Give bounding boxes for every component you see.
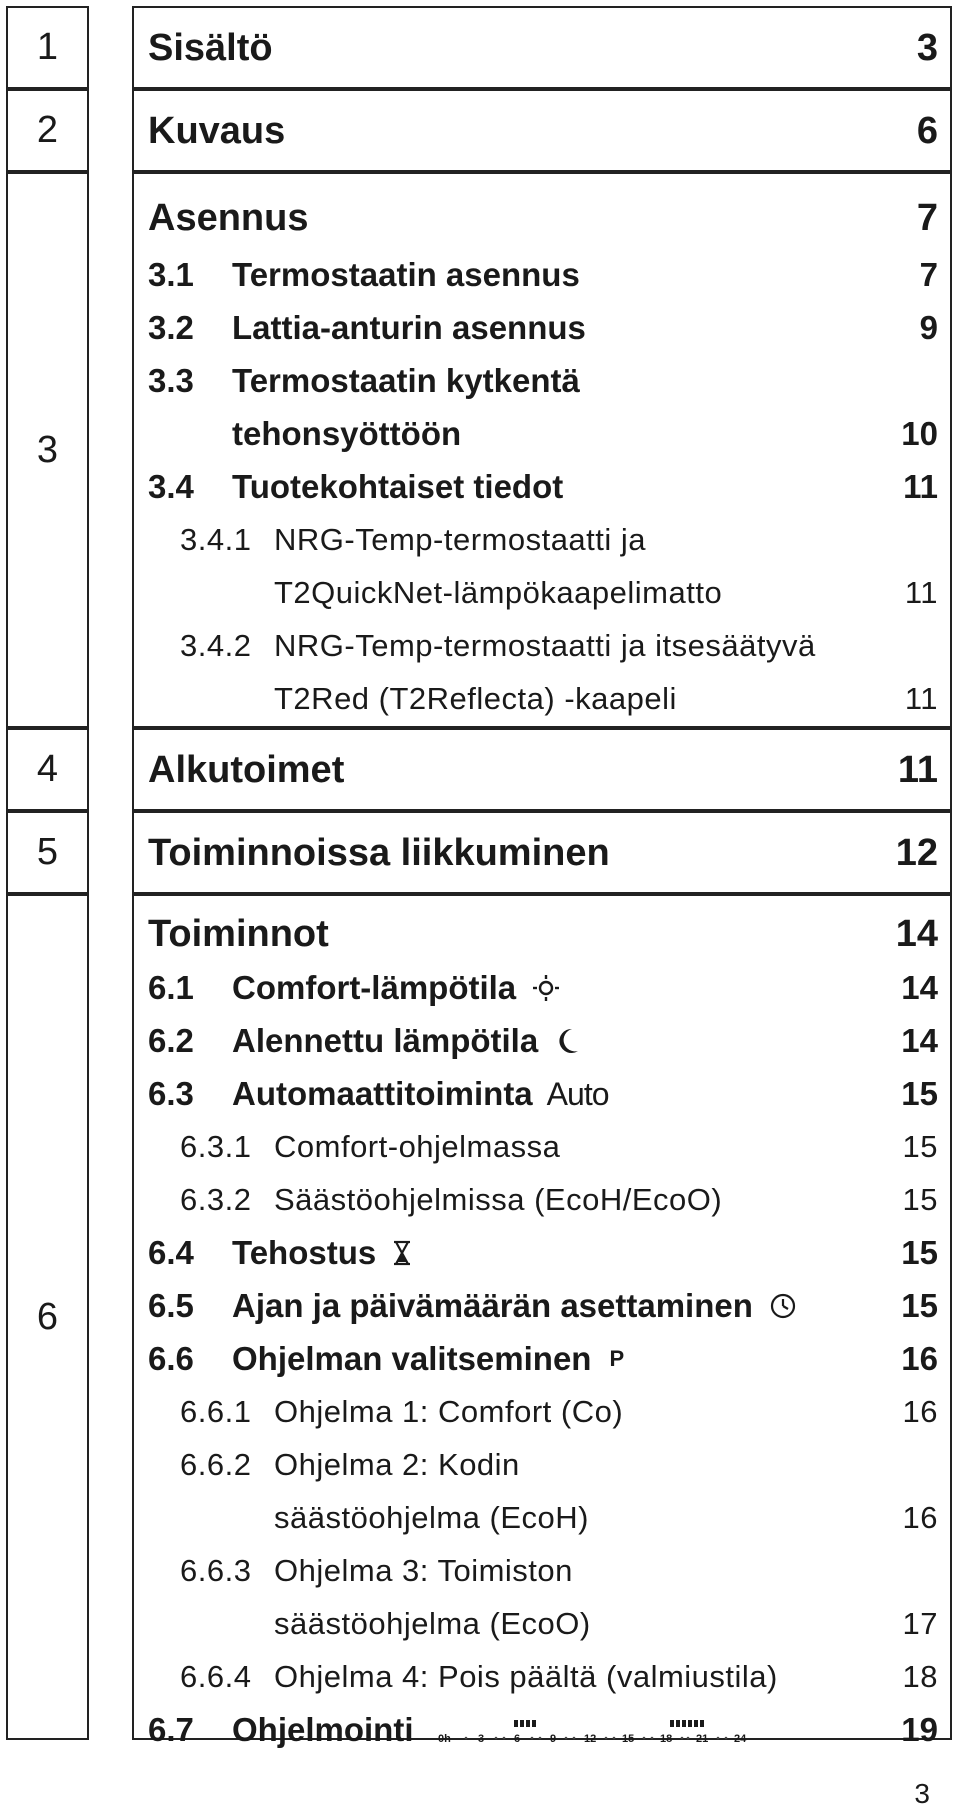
clock-icon (769, 1292, 797, 1320)
timeline-comfort-block-morning (514, 1720, 536, 1727)
toc-entry-6[interactable] (148, 904, 938, 964)
timeline-label: 18 (659, 1733, 672, 1745)
toc-entry-6-6-2-cont[interactable] (274, 1493, 938, 1543)
toc-page: 9 (919, 309, 938, 346)
toc-page: 7 (919, 256, 938, 293)
toc-title-cont: säästöohjelma (EcoH) (274, 1500, 589, 1535)
toc-page: 19 (901, 1711, 938, 1748)
toc-entry-6-3-1[interactable] (180, 1122, 938, 1172)
toc-page: 11 (904, 681, 938, 716)
sun-icon (532, 974, 560, 1002)
toc-page: 17 (902, 1606, 938, 1641)
toc-title: Toiminnot (148, 912, 329, 955)
toc-page: 16 (901, 1340, 938, 1377)
toc-title: Kuvaus (148, 109, 286, 152)
section-number-3: 3 (6, 172, 89, 728)
toc-page: 7 (916, 196, 938, 239)
toc-entry-6-6-1[interactable] (180, 1387, 938, 1437)
toc-num: 6.6.3 (180, 1553, 252, 1588)
toc-num: 6.7 (148, 1711, 194, 1748)
toc-title: Alennettu lämpötila (232, 1022, 539, 1059)
toc-page: 6 (916, 109, 938, 152)
section-number-6: 6 (6, 894, 89, 1740)
toc-num: 3.2 (148, 309, 194, 346)
toc-title: NRG-Temp-termostaatti ja itsesäätyvä (274, 628, 816, 663)
toc-num: 3.3 (148, 362, 194, 399)
moon-icon (554, 1027, 580, 1055)
toc-title: Asennus (148, 196, 309, 239)
toc-entry-3-4-2[interactable] (180, 621, 938, 671)
toc-page: 15 (901, 1234, 938, 1271)
toc-num: 6.1 (148, 969, 194, 1006)
toc-title: Ohjelma 4: Pois päältä (valmiustila) (274, 1659, 778, 1694)
toc-entry-6-6-2[interactable] (180, 1440, 938, 1490)
toc-page: 15 (901, 1075, 938, 1112)
toc-page: 14 (901, 1022, 938, 1059)
toc-num: 3.1 (148, 256, 194, 293)
toc-page: 16 (902, 1500, 938, 1535)
toc-title: Ajan ja päivämäärän asettaminen (232, 1287, 753, 1324)
toc-entry-6-6-3-cont[interactable] (274, 1599, 938, 1649)
page-number: 3 (914, 1778, 930, 1809)
toc-title: Tuotekohtaiset tiedot (232, 468, 564, 505)
toc-entry-1[interactable] (148, 18, 938, 78)
toc-page: 12 (895, 831, 938, 874)
toc-entry-6-1[interactable] (148, 963, 938, 1013)
toc-entry-4[interactable] (148, 740, 938, 800)
toc-num: 6.3.2 (180, 1182, 252, 1217)
toc-title-cont: säästöohjelma (EcoO) (274, 1606, 591, 1641)
toc-title: Lattia-anturin asennus (232, 309, 586, 346)
timeline-label: 15 (621, 1733, 634, 1745)
toc-num: 6.3 (148, 1075, 194, 1112)
toc-title: Ohjelman valitseminen (232, 1340, 592, 1377)
timeline-label: 24 (733, 1733, 746, 1745)
section-number-1: 1 (6, 6, 89, 89)
toc-title-cont: T2QuickNet-lämpökaapelimatto (274, 575, 723, 610)
toc-title: Säästöohjelmissa (EcoH/EcoO) (274, 1182, 723, 1217)
toc-title: Alkutoimet (148, 748, 345, 791)
toc-title: Tehostus (232, 1234, 377, 1271)
timeline-label: 12 (583, 1733, 596, 1745)
toc-entry-3-2[interactable] (148, 303, 938, 353)
toc-entry-6-7[interactable] (148, 1705, 938, 1755)
timeline-label: 6 (513, 1733, 520, 1745)
toc-num: 3.4.1 (180, 522, 252, 557)
toc-page: 11 (904, 575, 938, 610)
toc-entry-3-4-1[interactable] (180, 515, 938, 565)
toc-title: Sisältö (148, 26, 273, 69)
toc-entry-3-4-2-cont[interactable] (274, 674, 938, 724)
program-p-icon: P (609, 1346, 625, 1371)
timeline-comfort-block-evening (670, 1720, 704, 1727)
toc-entry-6-5[interactable] (148, 1281, 938, 1331)
toc-entry-3-4-1-cont[interactable] (274, 568, 938, 618)
toc-entry-5[interactable] (148, 823, 938, 883)
toc-entry-3[interactable] (148, 188, 938, 248)
toc-page: 18 (902, 1659, 938, 1694)
toc-page: 10 (901, 415, 938, 452)
timeline-label: 21 (695, 1733, 708, 1745)
toc-entry-3-3-cont[interactable] (232, 409, 938, 459)
toc-entry-6-2[interactable] (148, 1016, 938, 1066)
toc-page: 14 (901, 969, 938, 1006)
hourglass-icon (392, 1240, 412, 1266)
section-number-5: 5 (6, 811, 89, 894)
toc-title-cont: tehonsyöttöön (232, 415, 462, 452)
toc-num: 6.5 (148, 1287, 194, 1324)
toc-entry-6-6-4[interactable] (180, 1652, 938, 1702)
toc-num: 3.4 (148, 468, 194, 505)
toc-entry-6-3[interactable] (148, 1069, 938, 1119)
toc-page: 15 (902, 1182, 938, 1217)
toc-num: 6.6.4 (180, 1659, 252, 1694)
toc-entry-6-4[interactable] (148, 1228, 938, 1278)
timeline-icon (424, 1712, 754, 1748)
toc-entry-6-3-2[interactable] (180, 1175, 938, 1225)
toc-title: Automaattitoiminta (232, 1075, 533, 1112)
toc-title: NRG-Temp-termostaatti ja (274, 522, 647, 557)
toc-title: Ohjelma 3: Toimiston (274, 1553, 573, 1588)
timeline-label: 9 (549, 1733, 556, 1745)
toc-title: Comfort-lämpötila (232, 969, 517, 1006)
toc-title: Ohjelmointi (232, 1711, 414, 1748)
toc-page: 15 (902, 1129, 938, 1164)
toc-page: 14 (895, 912, 938, 955)
toc-entry-6-6[interactable] (148, 1334, 938, 1384)
timeline-label: 0h (437, 1733, 451, 1745)
timeline-labels (438, 1733, 747, 1745)
toc-page: 15 (901, 1287, 938, 1324)
toc-entry-3-1[interactable] (148, 250, 938, 300)
toc-num: 6.6.2 (180, 1447, 252, 1482)
toc-title: Comfort-ohjelmassa (274, 1129, 561, 1164)
toc-num: 6.6 (148, 1340, 194, 1377)
toc-title-cont: T2Red (T2Reflecta) -kaapeli (274, 681, 677, 716)
auto-mode-icon: Auto (546, 1075, 609, 1112)
timeline-label: 3 (477, 1733, 484, 1745)
toc-entry-2[interactable] (148, 101, 938, 161)
toc-entry-3-3[interactable] (148, 356, 938, 406)
toc-num: 6.3.1 (180, 1129, 252, 1164)
toc-title: Toiminnoissa liikkuminen (148, 831, 610, 874)
toc-num: 6.4 (148, 1234, 194, 1271)
toc-num: 3.4.2 (180, 628, 252, 663)
toc-entry-6-6-3[interactable] (180, 1546, 938, 1596)
section-number-4: 4 (6, 728, 89, 811)
toc-title: Ohjelma 2: Kodin (274, 1447, 520, 1482)
toc-entry-3-4[interactable] (148, 462, 938, 512)
toc-title: Termostaatin asennus (232, 256, 580, 293)
toc-page: 3 (916, 26, 938, 69)
toc-page: 16 (902, 1394, 938, 1429)
toc-num: 6.2 (148, 1022, 194, 1059)
toc-num: 6.6.1 (180, 1394, 252, 1429)
section-number-2: 2 (6, 89, 89, 172)
timeline-moon-icon (426, 1720, 437, 1736)
toc-title: Ohjelma 1: Comfort (Co) (274, 1394, 624, 1429)
toc-page: 11 (903, 468, 938, 505)
toc-page: 11 (897, 748, 938, 791)
toc-title: Termostaatin kytkentä (232, 362, 580, 399)
